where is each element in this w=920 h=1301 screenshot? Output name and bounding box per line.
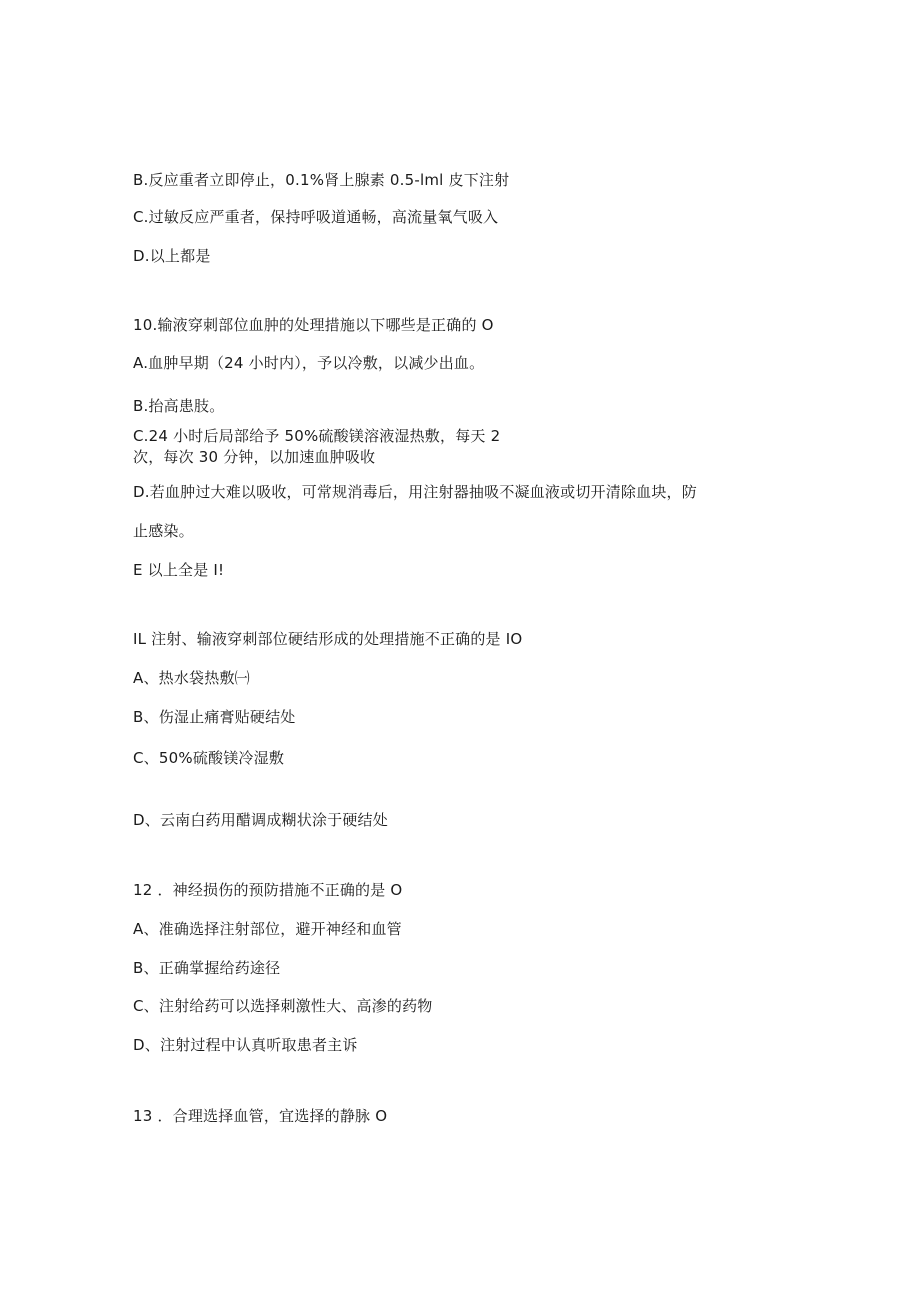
q10-option-c-line2: 次，每次 30 分钟，以加速血肿吸收 — [133, 448, 376, 466]
q13-question: 13 ．合理选择血管，宜选择的静脉 O — [133, 1107, 388, 1125]
q12-option-d: D、注射过程中认真听取患者主诉 — [133, 1036, 358, 1054]
q9-option-c: C.过敏反应严重者，保持呼吸道通畅，高流量氧气吸入 — [133, 208, 499, 226]
q10-option-d-line1: D.若血肿过大难以吸收，可常规消毒后，用注射器抽吸不凝血液或切开清除血块，防 — [133, 483, 697, 501]
q11-option-c: C、50%硫酸镁冷湿敷 — [133, 749, 285, 767]
q12-question: 12 ．神经损伤的预防措施不正确的是 O — [133, 881, 403, 899]
q11-option-a: A、热水袋热敷㈠ — [133, 669, 250, 687]
q11-option-d: D、云南白药用醋调成糊状涂于硬结处 — [133, 811, 388, 829]
q10-option-a: A.血肿早期（24 小时内），予以冷敷，以减少出血。 — [133, 354, 485, 372]
q10-option-d-line2: 止感染。 — [133, 522, 194, 540]
q10-option-c-line1: C.24 小时后局部给予 50%硫酸镁溶液湿热敷，每天 2 — [133, 427, 501, 445]
q10-option-b: B.抬高患肢。 — [133, 397, 225, 415]
q10-option-e: E 以上全是 I! — [133, 561, 225, 579]
q12-option-c: C、注射给药可以选择刺激性大、高渗的药物 — [133, 997, 433, 1015]
q12-option-a: A、准确选择注射部位，避开神经和血管 — [133, 920, 402, 938]
q9-option-b: B.反应重者立即停止，0.1%肾上腺素 0.5-lml 皮下注射 — [133, 171, 510, 189]
q10-question: 10.输液穿刺部位血肿的处理措施以下哪些是正确的 O — [133, 316, 494, 334]
q11-option-b: B、伤湿止痛膏贴硬结处 — [133, 708, 296, 726]
q9-option-d: D.以上都是 — [133, 247, 211, 265]
q11-question: IL 注射、输液穿刺部位硬结形成的处理措施不正确的是 IO — [133, 630, 523, 648]
q12-option-b: B、正确掌握给药途径 — [133, 959, 281, 977]
